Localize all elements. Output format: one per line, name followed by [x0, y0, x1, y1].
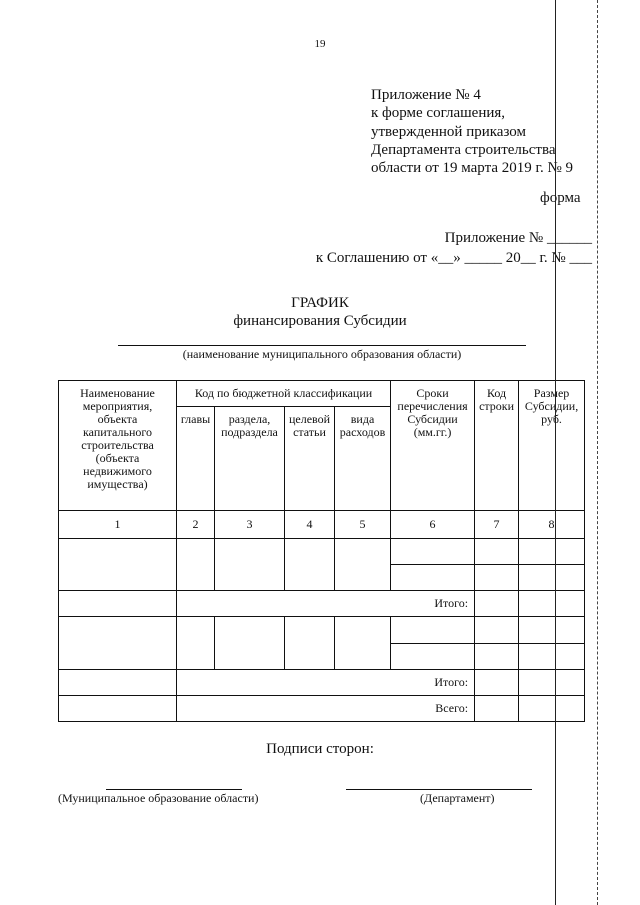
table-cell	[519, 696, 585, 722]
table-cell	[177, 617, 215, 670]
signature-line-municipality	[106, 789, 242, 790]
document-header	[371, 86, 573, 177]
subtitle: финансирования Субсидии	[233, 313, 407, 329]
header-line: к форме соглашения,	[371, 105, 506, 122]
column-number: 6	[391, 511, 475, 539]
table-cell	[285, 617, 335, 670]
table-cell	[475, 644, 519, 670]
header-line: области от 19 марта 2019 г. № 9	[371, 160, 574, 177]
table-cell	[519, 565, 585, 591]
municipality-caption: (наименование муниципального образования области)	[182, 347, 462, 361]
subheader-expense: вида расходов	[335, 407, 391, 511]
signature-caption-municipality: (Муниципальное образование области)	[58, 791, 259, 805]
municipality-line	[118, 345, 526, 346]
table-cell	[391, 617, 475, 644]
signature-caption-department: (Департамент)	[420, 791, 495, 805]
table-cell	[59, 617, 177, 670]
title: ГРАФИК	[291, 295, 349, 311]
table-cell	[177, 539, 215, 591]
subheader-chapter: главы	[177, 407, 215, 511]
subheader-target: целевой статьи	[285, 407, 335, 511]
table-cell	[215, 617, 285, 670]
column-number: 5	[335, 511, 391, 539]
header-amount: Размер Субсидии, руб.	[519, 381, 585, 511]
scan-artifact-line	[555, 0, 556, 905]
table-cell	[59, 670, 177, 696]
grand-total-label: Всего:	[177, 696, 475, 722]
column-number: 1	[59, 511, 177, 539]
table-cell	[335, 617, 391, 670]
header-line: Департамента строительства	[371, 141, 556, 158]
header-terms: Сроки перечисления Субсидии (мм.гг.)	[391, 381, 475, 511]
column-number: 8	[519, 511, 585, 539]
column-number: 7	[475, 511, 519, 539]
subtotal-label: Итого:	[177, 591, 475, 617]
table-cell	[519, 617, 585, 644]
table-cell	[475, 539, 519, 565]
column-number: 3	[215, 511, 285, 539]
table-cell	[59, 539, 177, 591]
scan-artifact-line	[597, 0, 598, 905]
table-cell	[519, 539, 585, 565]
table-cell	[475, 670, 519, 696]
form-label: форма	[540, 190, 581, 206]
appendix-line: к Соглашению от «__» _____ 20__ г. № ___	[315, 250, 592, 266]
table-cell	[215, 539, 285, 591]
table-cell	[391, 565, 475, 591]
table-cell	[59, 696, 177, 722]
financing-schedule-table	[58, 380, 585, 722]
signature-line-department	[346, 789, 532, 790]
header-line: Приложение № 4	[371, 87, 481, 103]
table-cell	[475, 591, 519, 617]
header-line: утвержденной приказом	[371, 123, 527, 140]
page-number: 19	[314, 38, 326, 50]
table-cell	[475, 565, 519, 591]
table-cell	[391, 644, 475, 670]
table-cell	[285, 539, 335, 591]
column-number: 2	[177, 511, 215, 539]
table-cell	[335, 539, 391, 591]
header-line-code: Код строки	[475, 381, 519, 511]
table-cell	[519, 591, 585, 617]
table-cell	[391, 539, 475, 565]
signatures-title: Подписи сторон:	[266, 741, 374, 757]
subtotal-label: Итого:	[177, 670, 475, 696]
table-cell	[475, 617, 519, 644]
table-cell	[59, 591, 177, 617]
header-name: Наименование мероприятия, объекта капитального строительства (объекта недвижимого имущества)	[59, 381, 177, 511]
appendix-reference	[316, 228, 592, 268]
subheader-section: раздела, подраздела	[215, 407, 285, 511]
appendix-line: Приложение № ______	[444, 230, 592, 246]
table-cell	[519, 644, 585, 670]
header-budget-code: Код по бюджетной классификации	[177, 381, 391, 407]
table-cell	[475, 696, 519, 722]
document-title	[0, 294, 640, 330]
column-number: 4	[285, 511, 335, 539]
table-cell	[519, 670, 585, 696]
